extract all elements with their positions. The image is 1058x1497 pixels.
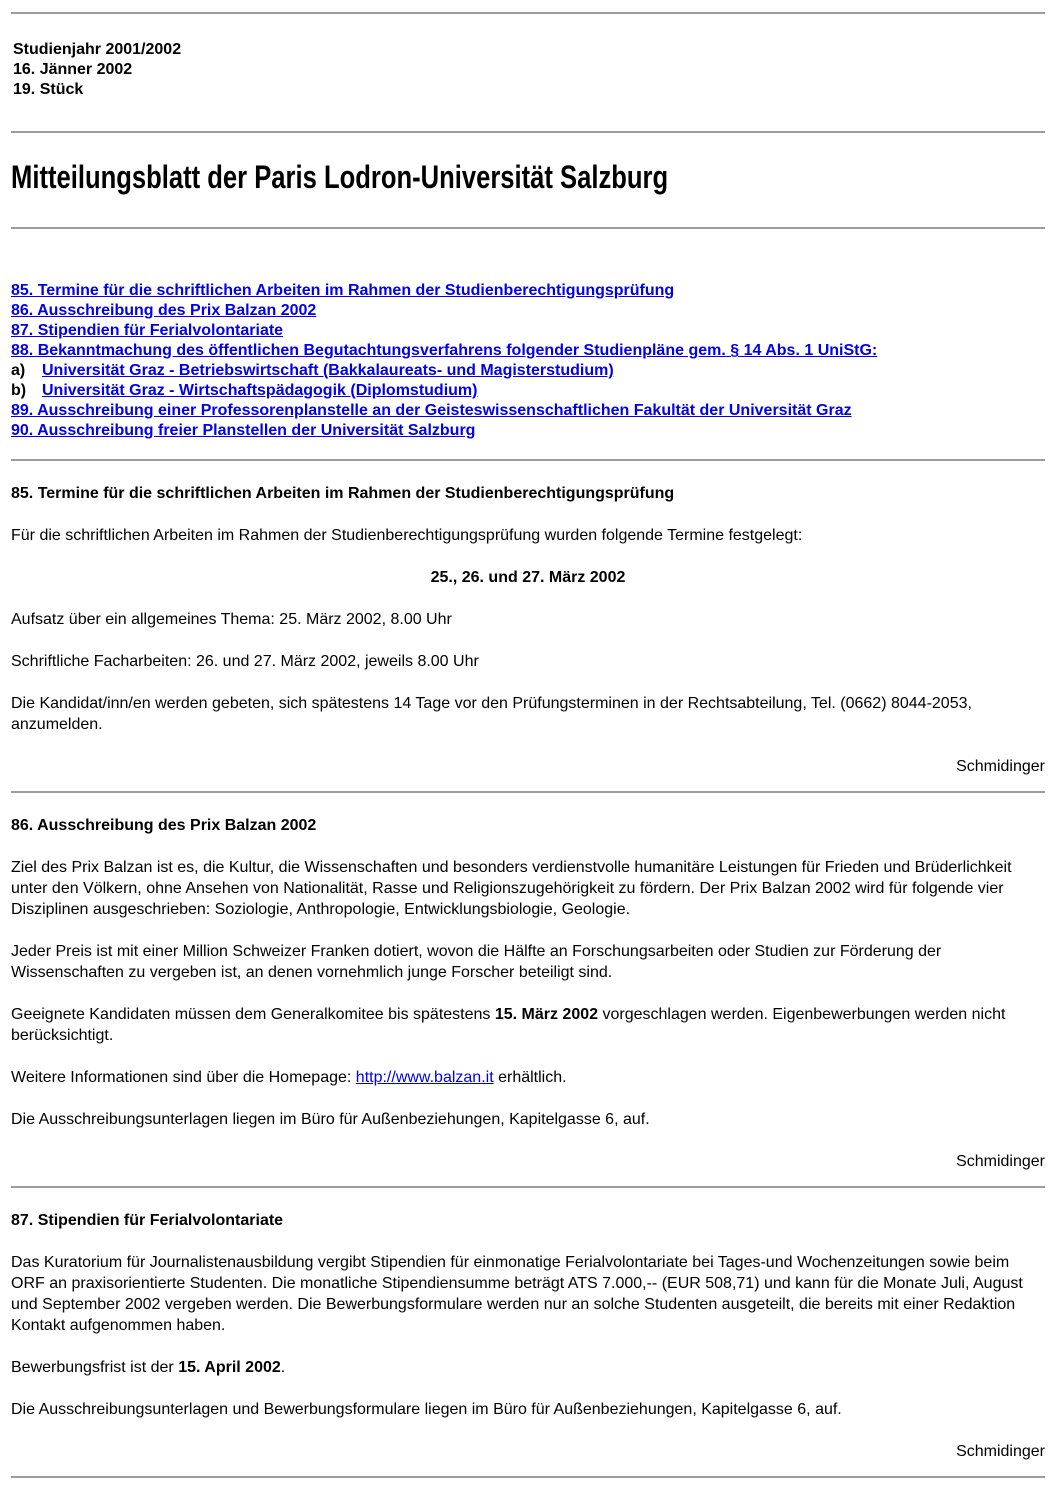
toc-item-88b — [11, 381, 1045, 401]
toc-item-90 — [11, 421, 1045, 441]
table-of-contents — [11, 281, 1045, 441]
toc-link-88a[interactable]: Universität Graz - Betriebswirtschaft (Bakkalaureats- und Magisterstudium) — [42, 362, 614, 379]
section-87-paragraph-kuratorium: Das Kuratorium für Journalistenausbildung vergibt Stipendien für einmonatige Ferialvolontariate bei Tages-und Wochenzeitungen sowie beim ORF an praxisorientierte Studenten. Die monatliche Stipendiensumme beträgt ATS 7.000,-- (EUR 508,71) und kann für die Monate Juli, August und September 2002 vergeben werden. Die Bewerbungsformulare werden nur an solche Studenten ausgeteilt, die bereits mit einer Redaktion Kontakt aufgenommen haben. — [11, 1254, 1023, 1334]
section-86 — [11, 815, 1045, 1172]
masthead-studienjahr: Studienjahr 2001/2002 — [13, 41, 182, 58]
toc-item-88a — [11, 361, 1045, 381]
section-86-heading: 86. Ausschreibung des Prix Balzan 2002 — [11, 817, 317, 834]
toc-item-label-a: a) — [11, 362, 26, 379]
section-86-paragraph-ziel: Ziel des Prix Balzan ist es, die Kultur, die Wissenschaften und besonders verdienstvolle humanitäre Leistungen für Frieden und Brüderlichkeit unter den Völkern, ohne Ansehen von Nationalität, Rasse und Religionszugehörigkeit zu fördern. Der Prix Balzan 2002 wird für folgende vier Disziplinen ausgeschrieben: Soziologie, Anthropologie, Entwicklungsbiologie, Geologie. — [11, 859, 1012, 918]
section-86-paragraph-homepage — [11, 1067, 1045, 1088]
toc-item-88 — [11, 341, 1045, 361]
section-87-heading: 87. Stipendien für Ferialvolontariate — [11, 1212, 284, 1229]
section-86-paragraph-preis: Jeder Preis ist mit einer Million Schweizer Franken dotiert, wovon die Hälfte an Forschungsarbeiten oder Studien zur Förderung der Wissenschaften zu vergeben ist, an denen vornehmlich junge Forscher beteiligt sind. — [11, 943, 942, 981]
section-87 — [11, 1210, 1045, 1462]
section-85-paragraph-aufsatz: Aufsatz über ein allgemeines Thema: 25. März 2002, 8.00 Uhr — [11, 611, 452, 628]
section-85-heading: 85. Termine für die schriftlichen Arbeiten im Rahmen der Studienberechtigungsprüfung — [11, 485, 675, 502]
toc-link-88[interactable]: 88. Bekanntmachung des öffentlichen Begutachtungsverfahrens folgender Studienpläne gem. § 14 Abs. 1 UniStG: — [11, 342, 878, 359]
toc-divider — [11, 459, 1045, 461]
section-86-paragraph-unterlagen: Die Ausschreibungsunterlagen liegen im Büro für Außenbeziehungen, Kapitelgasse 6, auf. — [11, 1111, 650, 1128]
section-85-signature: Schmidinger — [956, 758, 1045, 775]
masthead-divider — [11, 131, 1045, 133]
section-86-signature: Schmidinger — [956, 1153, 1045, 1170]
section-87-paragraph-unterlagen: Die Ausschreibungsunterlagen und Bewerbungsformulare liegen im Büro für Außenbeziehungen, Kapitelgasse 6, auf. — [11, 1401, 842, 1418]
section-85 — [11, 483, 1045, 777]
toc-link-86[interactable]: 86. Ausschreibung des Prix Balzan 2002 — [11, 302, 317, 319]
section-87-frist-text: Bewerbungsfrist ist der — [11, 1359, 179, 1376]
section-85-divider — [11, 791, 1045, 793]
section-86-kandidaten-text: Geeignete Kandidaten müssen dem Generalkomitee bis spätestens — [11, 1006, 495, 1023]
toc-item-85 — [11, 281, 1045, 301]
toc-link-89[interactable]: 89. Ausschreibung einer Professorenplanstelle an der Geisteswissenschaftlichen Fakultät der Universität Graz — [11, 402, 852, 419]
section-85-paragraph-intro: Für die schriftlichen Arbeiten im Rahmen der Studienberechtigungsprüfung wurden folgende Termine festgelegt: — [11, 527, 803, 544]
section-86-kandidaten-text-end: vorgeschlagen werden. Eigenbewerbungen werden nicht berücksichtigt. — [11, 1006, 1006, 1044]
bottom-divider — [11, 1476, 1045, 1478]
section-87-paragraph-frist — [11, 1357, 1045, 1378]
section-86-paragraph-kandidaten — [11, 1004, 1045, 1046]
toc-item-89 — [11, 401, 1045, 421]
toc-item-label-b: b) — [11, 382, 27, 399]
page-title-text: Mitteilungsblatt der Paris Lodron-Universität Salzburg — [11, 159, 669, 195]
page-title — [11, 159, 1045, 195]
section-87-signature: Schmidinger — [956, 1443, 1045, 1460]
section-85-paragraph-facharbeiten: Schriftliche Facharbeiten: 26. und 27. März 2002, jeweils 8.00 Uhr — [11, 653, 479, 670]
masthead-stueck: 19. Stück — [13, 81, 84, 98]
section-87-frist-text-end: . — [280, 1359, 286, 1376]
toc-item-86 — [11, 301, 1045, 321]
top-divider — [11, 12, 1045, 14]
section-86-divider — [11, 1186, 1045, 1188]
toc-link-87[interactable]: 87. Stipendien für Ferialvolontariate — [11, 322, 284, 339]
toc-item-87 — [11, 321, 1045, 341]
section-85-dates-line: 25., 26. und 27. März 2002 — [430, 569, 626, 586]
section-87-deadline-date: 15. April 2002 — [178, 1359, 281, 1376]
balzan-homepage-link[interactable]: http://www.balzan.it — [355, 1069, 494, 1086]
title-divider — [11, 227, 1045, 229]
masthead-date: 16. Jänner 2002 — [13, 61, 133, 78]
toc-link-90[interactable]: 90. Ausschreibung freier Planstellen der Universität Salzburg — [11, 422, 476, 439]
toc-link-85[interactable]: 85. Termine für die schriftlichen Arbeiten im Rahmen der Studienberechtigungsprüfung — [11, 282, 675, 299]
section-86-deadline-date: 15. März 2002 — [494, 1006, 599, 1023]
section-86-homepage-text-end: erhältlich. — [493, 1069, 567, 1086]
section-86-homepage-text: Weitere Informationen sind über die Homepage: — [11, 1069, 356, 1086]
toc-link-88b[interactable]: Universität Graz - Wirtschaftspädagogik (Diplomstudium) — [42, 382, 478, 399]
section-85-paragraph-anmeldung: Die Kandidat/inn/en werden gebeten, sich spätestens 14 Tage vor den Prüfungsterminen in der Rechtsabteilung, Tel. (0662) 8044-2053, anzumelden. — [11, 695, 972, 733]
masthead — [13, 40, 1045, 100]
